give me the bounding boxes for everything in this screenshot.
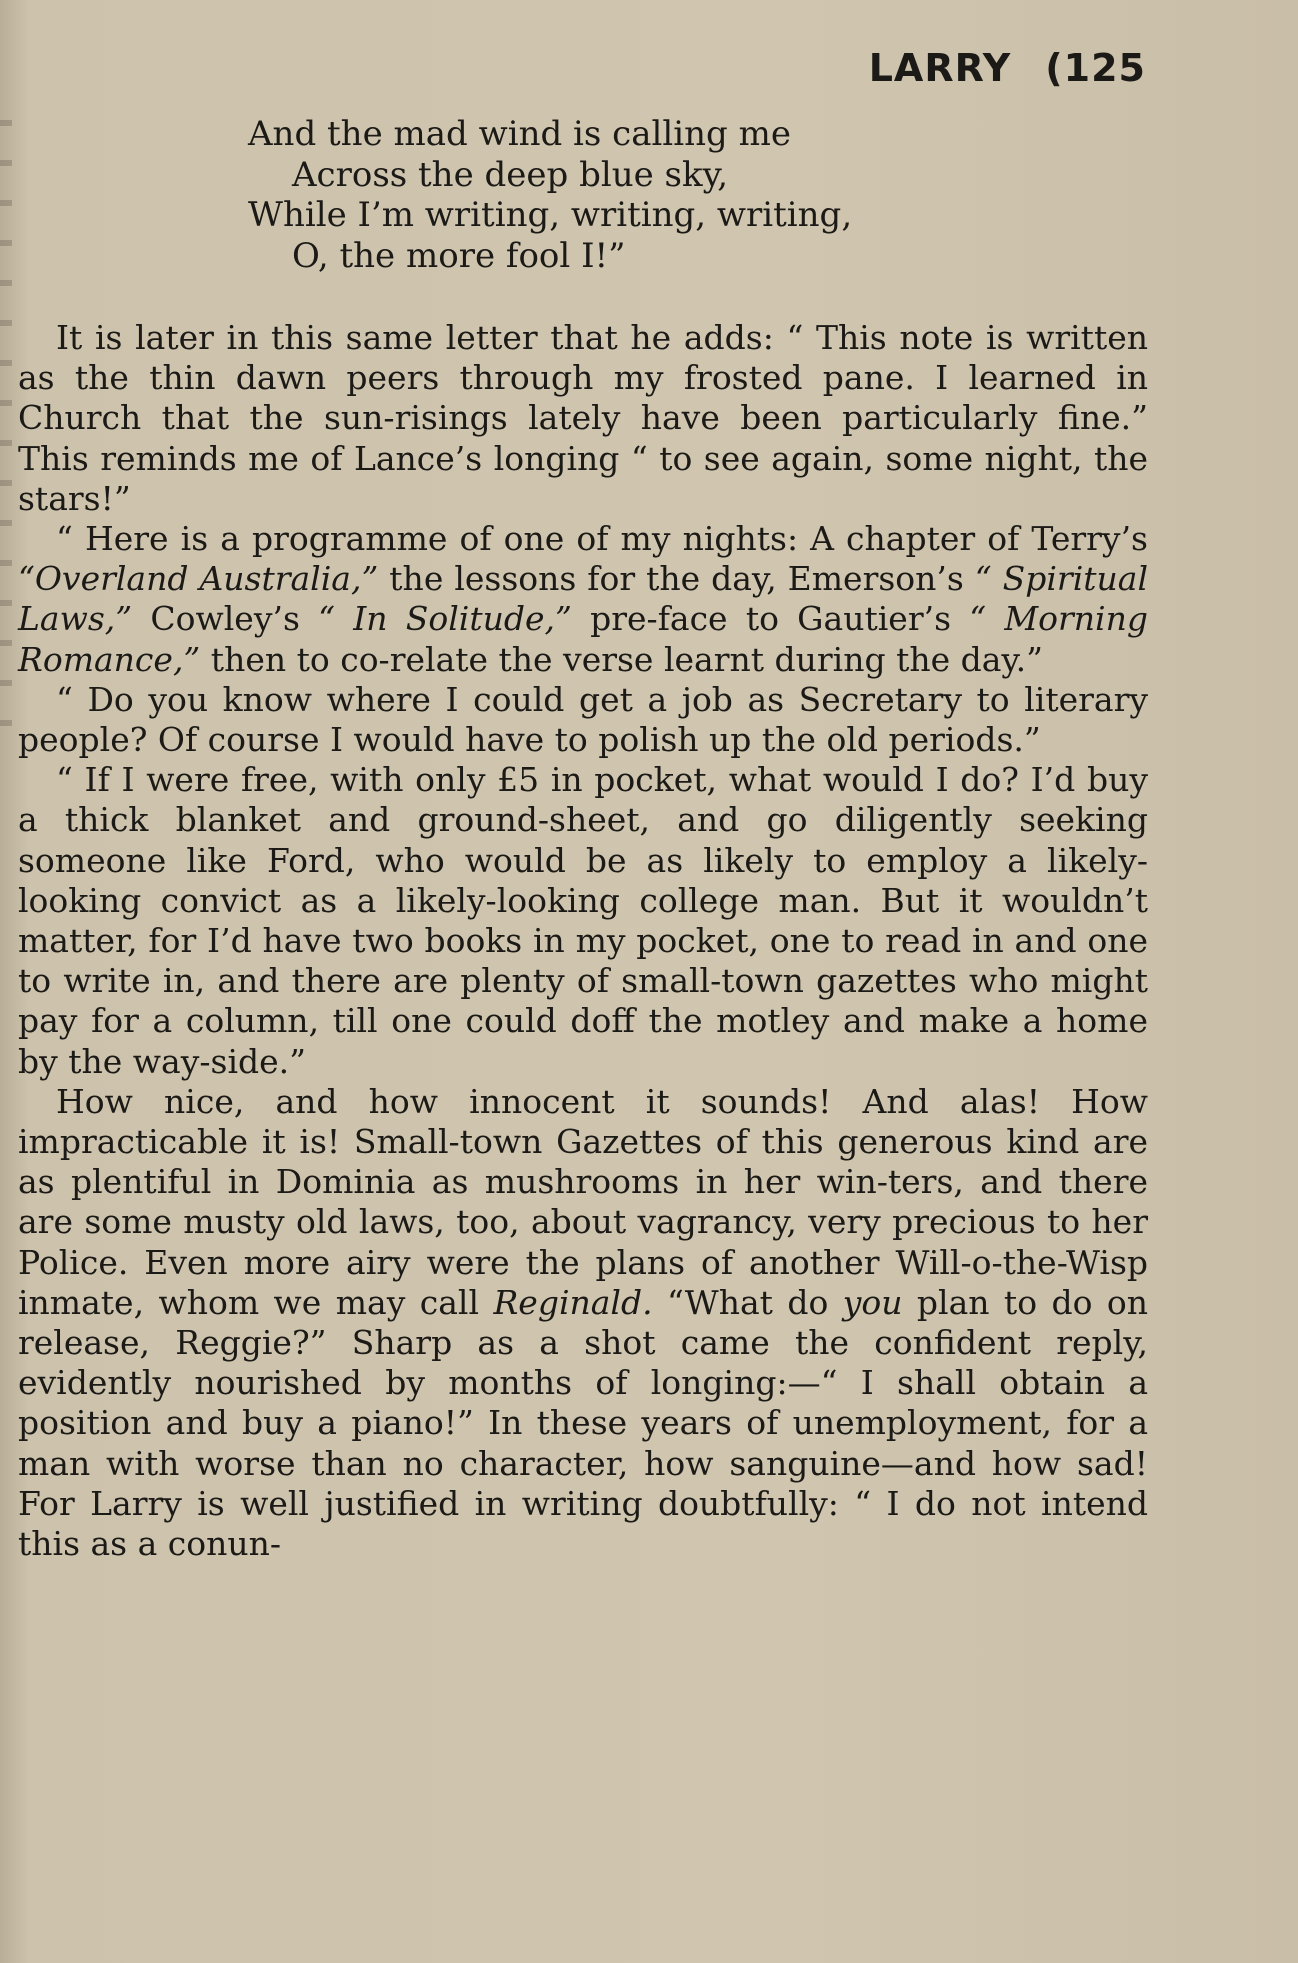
paragraph-programme bbox=[18, 519, 1148, 680]
verse-line: O, the more fool I!” bbox=[292, 235, 626, 276]
running-header bbox=[869, 46, 1146, 90]
page-gutter-shadow bbox=[0, 120, 12, 740]
book-title-in-solitude: “ In Solitude,” bbox=[318, 599, 572, 639]
paragraph-letter-note: It is later in this same letter that he adds: “ This note is written as the thin dawn peers through my frosted pane. I learned in Church that the sun-risings lately have been particularly fine.” This reminds me of Lance’s longing “ to see again, some night, the stars!” bbox=[18, 318, 1148, 518]
text-run: “ Here is a programme of one of my nights: A chapter of Terry’s bbox=[56, 519, 1148, 559]
text-run: the lessons for the day, Emerson’s bbox=[378, 559, 975, 599]
book-title-morning-romance: “ Morning Romance,” bbox=[18, 599, 1148, 679]
paragraph-if-free: “ If I were free, with only £5 in pocket, what would I do? I’d buy a thick blanket and ground-sheet, and go diligently seeking someone like Ford, who would be as likely to employ a likely-looking convict as a likely-looking college man. But it wouldn’t matter, for I’d have two books in my pocket, one to read in and one to write in, and there are plenty of small-town gazettes who might pay for a column, till one could doff the motley and make a home by the way-side.” bbox=[18, 760, 1148, 1081]
emphasis-you: you bbox=[842, 1282, 903, 1322]
text-run: pre-face to Gautier’s bbox=[571, 599, 970, 639]
book-title-overland-australia: “Overland Australia,” bbox=[18, 559, 379, 599]
verse-line: While I’m writing, writing, writing, bbox=[248, 195, 853, 235]
paragraph-secretary: “ Do you know where I could get a job as Secretary to literary people? Of course I would have to polish up the old periods.” bbox=[18, 679, 1148, 760]
text-run: then to co-relate the verse learnt during the day.” bbox=[200, 639, 1044, 679]
text-run: How nice, and how innocent it sounds! And alas! How impracticable it is! Small-town Gazettes of this generous kind are as plentiful in Dominia as mushrooms in her win-ters, and there are some musty old laws, too, about vagrancy, very precious to her Police. Even more airy were the plans of another Will-o-the-Wisp inmate, whom we may call bbox=[18, 1081, 1148, 1322]
book-title-spiritual-laws: “ Spiritual Laws,” bbox=[18, 559, 1148, 639]
text-run: “What do bbox=[652, 1282, 843, 1322]
verse-line: Across the deep blue sky, bbox=[292, 154, 729, 195]
verse-block bbox=[248, 114, 852, 276]
name-reginald: Reginald. bbox=[493, 1282, 653, 1322]
verse-line: And the mad wind is calling me bbox=[248, 114, 791, 154]
body-text bbox=[18, 318, 1148, 1564]
page-number: (125 bbox=[1045, 46, 1146, 90]
text-run: Cowley’s bbox=[132, 599, 319, 639]
text-run: plan to do on release, Reggie?” Sharp as a shot came the confident reply, evidently nourished by months of longing:—“ I shall obtain a position and buy a piano!” In these years of unemployment, for a man with worse than no character, how sanguine—and how sad! For Larry is well justified in writing doubtfully: “ I do not intend this as a conun- bbox=[18, 1282, 1149, 1564]
running-title: LARRY bbox=[868, 46, 1012, 90]
paragraph-reginald bbox=[18, 1082, 1148, 1564]
